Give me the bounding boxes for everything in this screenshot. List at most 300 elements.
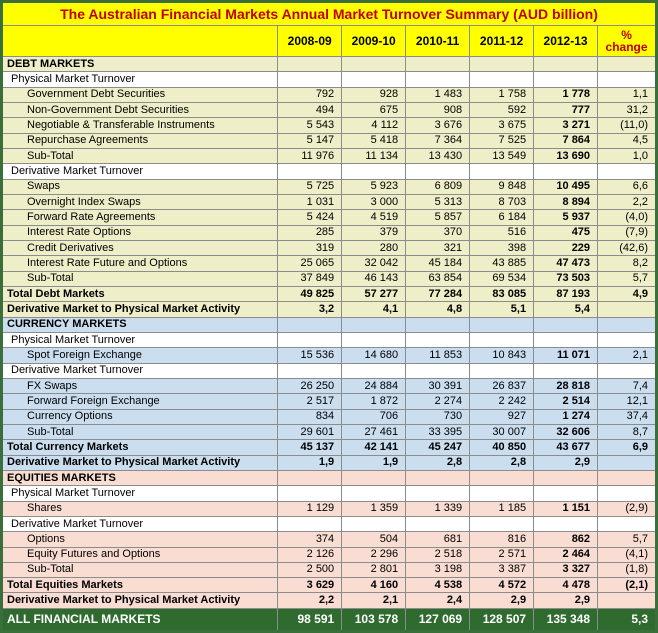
value-cell: 135 348 xyxy=(534,608,598,631)
table-row xyxy=(2,256,657,271)
value-cell: 5 313 xyxy=(406,194,470,209)
value-cell: 1 758 xyxy=(470,87,534,102)
value-cell: 1 274 xyxy=(534,409,598,424)
pct-change-cell: 5,3 xyxy=(598,608,657,631)
table-row xyxy=(2,72,657,87)
value-cell: 7 364 xyxy=(406,133,470,148)
value-cell: 43 677 xyxy=(534,440,598,455)
table-title: The Australian Financial Markets Annual Market Turnover Summary (AUD billion) xyxy=(2,2,657,26)
pct-change-cell: 1,1 xyxy=(598,87,657,102)
pct-change-cell: 7,4 xyxy=(598,378,657,393)
row-label: Sub-Total xyxy=(2,271,278,286)
value-cell xyxy=(278,470,342,485)
value-cell: 2 518 xyxy=(406,547,470,562)
row-label: DEBT MARKETS xyxy=(2,57,278,72)
value-cell: 13 430 xyxy=(406,148,470,163)
value-cell: 1 151 xyxy=(534,501,598,516)
value-cell: 9 848 xyxy=(470,179,534,194)
row-label: EQUITIES MARKETS xyxy=(2,470,278,485)
value-cell: 42 141 xyxy=(342,440,406,455)
value-cell: 504 xyxy=(342,532,406,547)
value-cell xyxy=(342,470,406,485)
value-cell: 1 483 xyxy=(406,87,470,102)
value-cell: 280 xyxy=(342,240,406,255)
value-cell: 494 xyxy=(278,102,342,117)
pct-change-cell xyxy=(598,317,657,332)
value-cell: 69 534 xyxy=(470,271,534,286)
pct-change-cell: 4,5 xyxy=(598,133,657,148)
pct-change-cell xyxy=(598,593,657,608)
value-cell: 40 850 xyxy=(470,440,534,455)
value-cell: 103 578 xyxy=(342,608,406,631)
table-row xyxy=(2,501,657,516)
table-row xyxy=(2,133,657,148)
pct-change-cell: (7,9) xyxy=(598,225,657,240)
value-cell xyxy=(470,317,534,332)
value-cell: 47 473 xyxy=(534,256,598,271)
row-label: Repurchase Agreements xyxy=(2,133,278,148)
value-cell xyxy=(278,164,342,179)
value-cell: 37 849 xyxy=(278,271,342,286)
value-cell: 1 185 xyxy=(470,501,534,516)
table-row xyxy=(2,455,657,470)
value-cell: 33 395 xyxy=(406,424,470,439)
table-row xyxy=(2,470,657,485)
table-row xyxy=(2,164,657,179)
value-cell: 32 606 xyxy=(534,424,598,439)
row-label: FX Swaps xyxy=(2,378,278,393)
pct-change-cell xyxy=(598,486,657,501)
value-cell xyxy=(534,317,598,332)
value-cell: 29 601 xyxy=(278,424,342,439)
value-cell: 26 837 xyxy=(470,378,534,393)
value-cell xyxy=(470,72,534,87)
value-cell: 5 857 xyxy=(406,210,470,225)
value-cell: 5,1 xyxy=(470,302,534,317)
pct-change-cell xyxy=(598,57,657,72)
pct-change-cell xyxy=(598,164,657,179)
value-cell: 11 071 xyxy=(534,348,598,363)
value-cell xyxy=(534,164,598,179)
value-cell: 1 778 xyxy=(534,87,598,102)
row-label: Spot Foreign Exchange xyxy=(2,348,278,363)
row-label: Total Equities Markets xyxy=(2,578,278,593)
value-cell: 8 703 xyxy=(470,194,534,209)
value-cell xyxy=(406,332,470,347)
value-cell: 5 424 xyxy=(278,210,342,225)
value-cell: 11 853 xyxy=(406,348,470,363)
table-row xyxy=(2,608,657,631)
row-label: Government Debt Securities xyxy=(2,87,278,102)
row-label: Total Debt Markets xyxy=(2,286,278,301)
value-cell: 1 359 xyxy=(342,501,406,516)
table-row xyxy=(2,562,657,577)
value-cell xyxy=(470,332,534,347)
title-row xyxy=(2,2,657,26)
table-row xyxy=(2,194,657,209)
pct-change-cell: (2,9) xyxy=(598,501,657,516)
pct-change-cell xyxy=(598,302,657,317)
value-cell: 7 525 xyxy=(470,133,534,148)
row-label: Equity Futures and Options xyxy=(2,547,278,562)
table-row xyxy=(2,516,657,531)
column-header-2010-11: 2010-11 xyxy=(406,26,470,57)
table-row xyxy=(2,57,657,72)
value-cell: 2 517 xyxy=(278,394,342,409)
value-cell xyxy=(406,317,470,332)
value-cell xyxy=(406,72,470,87)
value-cell: 4 572 xyxy=(470,578,534,593)
value-cell: 592 xyxy=(470,102,534,117)
value-cell xyxy=(406,516,470,531)
table-row xyxy=(2,394,657,409)
table-row xyxy=(2,532,657,547)
value-cell: 834 xyxy=(278,409,342,424)
value-cell: 3 198 xyxy=(406,562,470,577)
pct-change-cell: 6,6 xyxy=(598,179,657,194)
value-cell xyxy=(278,363,342,378)
table-row xyxy=(2,486,657,501)
value-cell: 11 134 xyxy=(342,148,406,163)
row-label: Derivative Market to Physical Market Activity xyxy=(2,593,278,608)
value-cell: 45 137 xyxy=(278,440,342,455)
value-cell xyxy=(470,363,534,378)
row-label: ALL FINANCIAL MARKETS xyxy=(2,608,278,631)
value-cell: 45 247 xyxy=(406,440,470,455)
value-cell: 285 xyxy=(278,225,342,240)
value-cell: 5 418 xyxy=(342,133,406,148)
column-header-2011-12: 2011-12 xyxy=(470,26,534,57)
table-row xyxy=(2,317,657,332)
value-cell xyxy=(278,332,342,347)
value-cell xyxy=(278,57,342,72)
value-cell: 3 271 xyxy=(534,118,598,133)
value-cell: 28 818 xyxy=(534,378,598,393)
pct-change-cell: 1,0 xyxy=(598,148,657,163)
value-cell: 30 391 xyxy=(406,378,470,393)
value-cell: 229 xyxy=(534,240,598,255)
row-label: Total Currency Markets xyxy=(2,440,278,455)
value-cell xyxy=(534,57,598,72)
pct-change-cell: 37,4 xyxy=(598,409,657,424)
value-cell: 5,4 xyxy=(534,302,598,317)
pct-change-cell: (11,0) xyxy=(598,118,657,133)
pct-change-cell xyxy=(598,516,657,531)
value-cell xyxy=(278,516,342,531)
value-cell: 77 284 xyxy=(406,286,470,301)
value-cell: 57 277 xyxy=(342,286,406,301)
value-cell: 792 xyxy=(278,87,342,102)
value-cell: 2,1 xyxy=(342,593,406,608)
value-cell: 45 184 xyxy=(406,256,470,271)
pct-change-cell xyxy=(598,72,657,87)
value-cell: 98 591 xyxy=(278,608,342,631)
value-cell: 43 885 xyxy=(470,256,534,271)
value-cell xyxy=(470,486,534,501)
pct-change-cell xyxy=(598,455,657,470)
value-cell: 928 xyxy=(342,87,406,102)
value-cell xyxy=(278,486,342,501)
table-row xyxy=(2,240,657,255)
pct-change-cell xyxy=(598,332,657,347)
value-cell xyxy=(406,164,470,179)
value-cell: 862 xyxy=(534,532,598,547)
value-cell: 11 976 xyxy=(278,148,342,163)
value-cell: 3 675 xyxy=(470,118,534,133)
row-label: Swaps xyxy=(2,179,278,194)
value-cell: 26 250 xyxy=(278,378,342,393)
table-body xyxy=(2,57,657,632)
value-cell: 2 242 xyxy=(470,394,534,409)
row-label: Derivative Market Turnover xyxy=(2,363,278,378)
table-row xyxy=(2,118,657,133)
value-cell: 24 884 xyxy=(342,378,406,393)
value-cell: 3 629 xyxy=(278,578,342,593)
value-cell: 1,9 xyxy=(342,455,406,470)
value-cell: 10 843 xyxy=(470,348,534,363)
value-cell xyxy=(534,470,598,485)
row-label: Derivative Market Turnover xyxy=(2,516,278,531)
value-cell xyxy=(342,317,406,332)
value-cell: 30 007 xyxy=(470,424,534,439)
value-cell xyxy=(342,516,406,531)
value-cell: 14 680 xyxy=(342,348,406,363)
row-label: Currency Options xyxy=(2,409,278,424)
value-cell: 2 296 xyxy=(342,547,406,562)
table-row xyxy=(2,363,657,378)
value-cell: 5 937 xyxy=(534,210,598,225)
value-cell: 4 478 xyxy=(534,578,598,593)
row-label: Interest Rate Future and Options xyxy=(2,256,278,271)
value-cell: 4,8 xyxy=(406,302,470,317)
value-cell: 2,9 xyxy=(470,593,534,608)
value-cell: 321 xyxy=(406,240,470,255)
pct-change-cell xyxy=(598,363,657,378)
value-cell: 3,2 xyxy=(278,302,342,317)
value-cell xyxy=(534,363,598,378)
row-label: Shares xyxy=(2,501,278,516)
column-header-pct-change: % change xyxy=(598,26,657,57)
value-cell: 8 894 xyxy=(534,194,598,209)
value-cell: 4 160 xyxy=(342,578,406,593)
value-cell: 49 825 xyxy=(278,286,342,301)
value-cell: 2,2 xyxy=(278,593,342,608)
value-cell: 2,8 xyxy=(470,455,534,470)
column-header-2009-10: 2009-10 xyxy=(342,26,406,57)
value-cell: 1,9 xyxy=(278,455,342,470)
value-cell xyxy=(534,516,598,531)
value-cell xyxy=(406,57,470,72)
value-cell xyxy=(342,57,406,72)
table-row xyxy=(2,179,657,194)
value-cell: 5 923 xyxy=(342,179,406,194)
value-cell: 46 143 xyxy=(342,271,406,286)
corner-cell xyxy=(2,26,278,57)
value-cell: 730 xyxy=(406,409,470,424)
value-cell: 2 514 xyxy=(534,394,598,409)
table-row xyxy=(2,210,657,225)
value-cell: 25 065 xyxy=(278,256,342,271)
value-cell: 2 500 xyxy=(278,562,342,577)
value-cell: 3 676 xyxy=(406,118,470,133)
table-row xyxy=(2,424,657,439)
pct-change-cell: 6,9 xyxy=(598,440,657,455)
pct-change-cell: 5,7 xyxy=(598,271,657,286)
table-row xyxy=(2,286,657,301)
column-header-2008-09: 2008-09 xyxy=(278,26,342,57)
row-label: Sub-Total xyxy=(2,562,278,577)
pct-change-cell xyxy=(598,470,657,485)
value-cell: 2,9 xyxy=(534,593,598,608)
value-cell: 777 xyxy=(534,102,598,117)
value-cell xyxy=(534,332,598,347)
value-cell: 816 xyxy=(470,532,534,547)
value-cell: 2 274 xyxy=(406,394,470,409)
pct-change-cell: (4,0) xyxy=(598,210,657,225)
value-cell xyxy=(470,164,534,179)
pct-change-cell: 8,2 xyxy=(598,256,657,271)
table-row xyxy=(2,148,657,163)
value-cell: 2 464 xyxy=(534,547,598,562)
row-label: Forward Rate Agreements xyxy=(2,210,278,225)
value-cell xyxy=(470,57,534,72)
row-label: Non-Government Debt Securities xyxy=(2,102,278,117)
pct-change-cell: (42,6) xyxy=(598,240,657,255)
value-cell: 2 126 xyxy=(278,547,342,562)
value-cell: 2 801 xyxy=(342,562,406,577)
value-cell: 1 339 xyxy=(406,501,470,516)
pct-change-cell: 12,1 xyxy=(598,394,657,409)
value-cell: 908 xyxy=(406,102,470,117)
value-cell: 3 000 xyxy=(342,194,406,209)
value-cell: 10 495 xyxy=(534,179,598,194)
table-row xyxy=(2,440,657,455)
pct-change-cell: 2,1 xyxy=(598,348,657,363)
value-cell: 379 xyxy=(342,225,406,240)
value-cell: 681 xyxy=(406,532,470,547)
value-cell: 83 085 xyxy=(470,286,534,301)
value-cell: 2 571 xyxy=(470,547,534,562)
row-label: Derivative Market to Physical Market Activity xyxy=(2,455,278,470)
column-header-2012-13: 2012-13 xyxy=(534,26,598,57)
value-cell: 4 538 xyxy=(406,578,470,593)
value-cell: 475 xyxy=(534,225,598,240)
pct-change-cell: (1,8) xyxy=(598,562,657,577)
value-cell: 5 543 xyxy=(278,118,342,133)
value-cell: 2,4 xyxy=(406,593,470,608)
table-row xyxy=(2,271,657,286)
value-cell: 7 864 xyxy=(534,133,598,148)
value-cell: 374 xyxy=(278,532,342,547)
value-cell: 1 031 xyxy=(278,194,342,209)
value-cell xyxy=(406,486,470,501)
value-cell xyxy=(342,332,406,347)
value-cell: 127 069 xyxy=(406,608,470,631)
row-label: Overnight Index Swaps xyxy=(2,194,278,209)
row-label: Options xyxy=(2,532,278,547)
value-cell: 2,9 xyxy=(534,455,598,470)
row-label: Negotiable & Transferable Instruments xyxy=(2,118,278,133)
row-label: Derivative Market Turnover xyxy=(2,164,278,179)
value-cell xyxy=(342,72,406,87)
row-label: Interest Rate Options xyxy=(2,225,278,240)
value-cell: 87 193 xyxy=(534,286,598,301)
value-cell xyxy=(342,363,406,378)
pct-change-cell: 31,2 xyxy=(598,102,657,117)
value-cell: 706 xyxy=(342,409,406,424)
row-label: Physical Market Turnover xyxy=(2,486,278,501)
value-cell xyxy=(470,516,534,531)
value-cell: 398 xyxy=(470,240,534,255)
table-row xyxy=(2,102,657,117)
value-cell xyxy=(278,317,342,332)
value-cell xyxy=(534,72,598,87)
value-cell: 73 503 xyxy=(534,271,598,286)
value-cell: 4,1 xyxy=(342,302,406,317)
value-cell: 1 872 xyxy=(342,394,406,409)
value-cell: 675 xyxy=(342,102,406,117)
value-cell xyxy=(470,470,534,485)
value-cell xyxy=(406,470,470,485)
pct-change-cell: 8,7 xyxy=(598,424,657,439)
table-row xyxy=(2,593,657,608)
value-cell: 128 507 xyxy=(470,608,534,631)
value-cell: 2,8 xyxy=(406,455,470,470)
value-cell: 27 461 xyxy=(342,424,406,439)
value-cell: 5 147 xyxy=(278,133,342,148)
row-label: Physical Market Turnover xyxy=(2,332,278,347)
row-label: Forward Foreign Exchange xyxy=(2,394,278,409)
pct-change-cell: (2,1) xyxy=(598,578,657,593)
value-cell: 6 809 xyxy=(406,179,470,194)
value-cell: 319 xyxy=(278,240,342,255)
table-row xyxy=(2,547,657,562)
pct-change-cell: 4,9 xyxy=(598,286,657,301)
value-cell: 3 387 xyxy=(470,562,534,577)
value-cell: 32 042 xyxy=(342,256,406,271)
table-row xyxy=(2,87,657,102)
table-row xyxy=(2,348,657,363)
table-row xyxy=(2,578,657,593)
value-cell: 3 327 xyxy=(534,562,598,577)
row-label: Physical Market Turnover xyxy=(2,72,278,87)
value-cell: 63 854 xyxy=(406,271,470,286)
row-label: CURRENCY MARKETS xyxy=(2,317,278,332)
row-label: Derivative Market to Physical Market Activity xyxy=(2,302,278,317)
value-cell xyxy=(342,164,406,179)
value-cell xyxy=(406,363,470,378)
value-cell: 1 129 xyxy=(278,501,342,516)
value-cell: 370 xyxy=(406,225,470,240)
value-cell xyxy=(534,486,598,501)
table-row xyxy=(2,378,657,393)
pct-change-cell: 2,2 xyxy=(598,194,657,209)
value-cell: 6 184 xyxy=(470,210,534,225)
pct-change-cell: (4,1) xyxy=(598,547,657,562)
table-row xyxy=(2,225,657,240)
row-label: Sub-Total xyxy=(2,148,278,163)
row-label: Credit Derivatives xyxy=(2,240,278,255)
value-cell: 927 xyxy=(470,409,534,424)
pct-change-cell: 5,7 xyxy=(598,532,657,547)
value-cell: 5 725 xyxy=(278,179,342,194)
row-label: Sub-Total xyxy=(2,424,278,439)
value-cell xyxy=(342,486,406,501)
value-cell: 13 690 xyxy=(534,148,598,163)
table-row xyxy=(2,302,657,317)
value-cell: 4 112 xyxy=(342,118,406,133)
header-row xyxy=(2,26,657,57)
